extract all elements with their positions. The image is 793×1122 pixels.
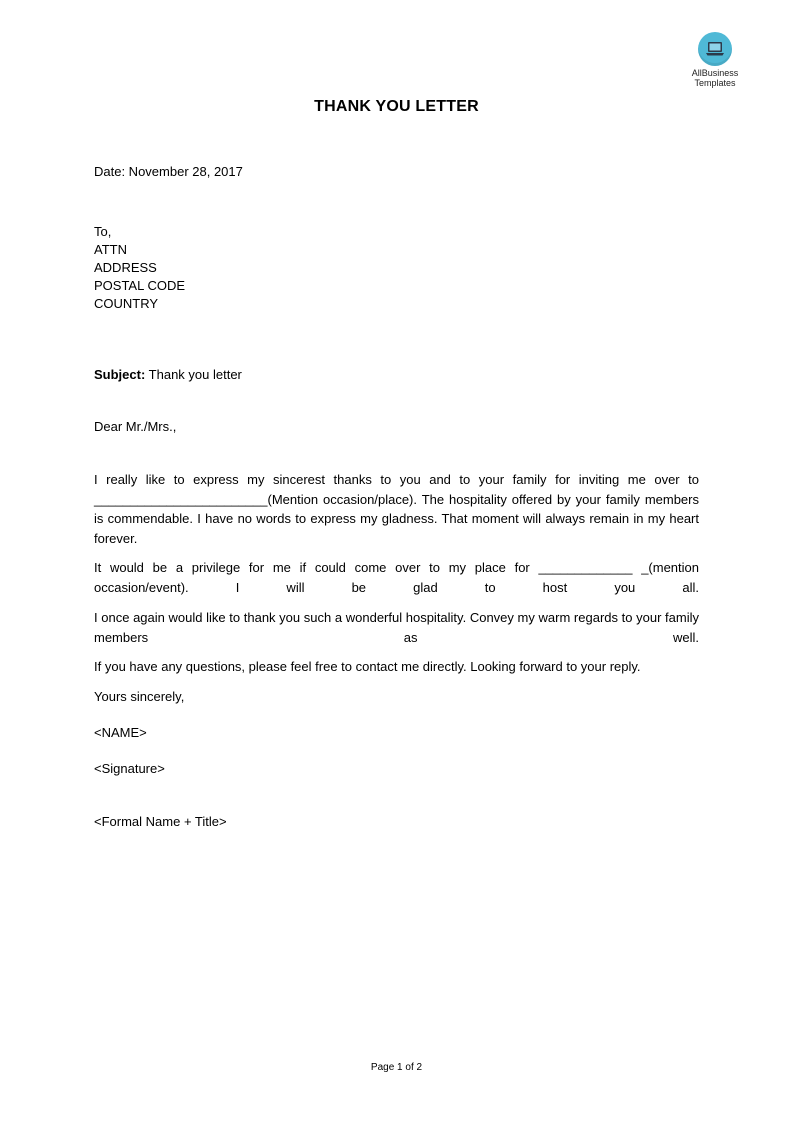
formal-name-placeholder: <Formal Name + Title> — [94, 814, 227, 829]
body-paragraph-1: I really like to express my sincerest thanks to you and to your family for inviting me over to ________________________(Mention occasion/place). The hospitality offered by your family members is commendable. I have no words to express my gladness. That moment will always remain in my heart forever. — [94, 472, 699, 546]
recipient-address: ADDRESS — [94, 260, 157, 275]
recipient-to: To, — [94, 224, 112, 239]
letter-title: THANK YOU LETTER — [314, 98, 479, 115]
recipient-postal-code: POSTAL CODE — [94, 278, 186, 293]
recipient-country: COUNTRY — [94, 296, 159, 311]
logo-text-line1: AllBusiness — [691, 68, 739, 78]
subject-label: Subject: — [94, 367, 146, 382]
subject-text: Thank you letter — [145, 367, 242, 382]
letter-date: Date: November 28, 2017 — [94, 164, 243, 179]
page-number: Page 1 of 2 — [370, 1062, 423, 1073]
subject-line — [94, 366, 242, 384]
logo-text-line2: Templates — [694, 78, 736, 88]
body-paragraph-4: If you have any questions, please feel free to contact me directly. Looking forward to your reply. — [94, 659, 641, 674]
closing: Yours sincerely, — [94, 689, 185, 704]
signature-placeholder: <Signature> — [94, 761, 165, 776]
laptop-icon — [698, 32, 732, 66]
body-paragraph-2: It would be a privilege for me if could come over to my place for _____________ _(mention occasion/event). I will be glad to host you all. — [94, 560, 699, 595]
company-logo — [682, 32, 748, 88]
body-paragraph-3: I once again would like to thank you such a wonderful hospitality. Convey my warm regards to your family members as well. — [94, 610, 699, 645]
name-placeholder: <NAME> — [94, 725, 147, 740]
salutation: Dear Mr./Mrs., — [94, 419, 177, 434]
recipient-attn: ATTN — [94, 242, 127, 257]
